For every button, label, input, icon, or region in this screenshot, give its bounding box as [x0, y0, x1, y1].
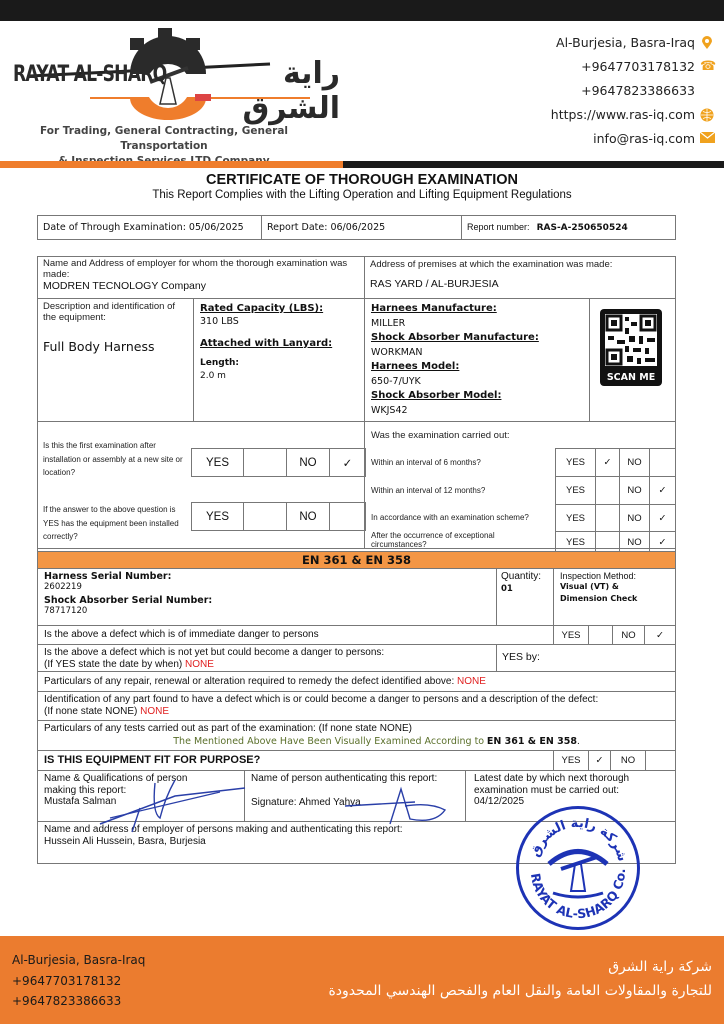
authenticator-signature-icon: [335, 784, 455, 829]
no-label: NO: [620, 532, 650, 553]
employer-label: Name and Address of employer for whom the thorough examination was made:: [43, 258, 348, 280]
future-danger-value: NONE: [185, 658, 214, 670]
examination-scheme-yes-checkbox[interactable]: [596, 505, 620, 532]
next-exam-date: 04/12/2025: [474, 796, 525, 807]
rated-capacity-value: 310 LBS: [200, 316, 239, 327]
contact-phone-1-text: +9647703178132: [581, 59, 695, 74]
future-danger-cell: [37, 644, 497, 672]
company-name: RAYAT AL-SHARQ: [13, 62, 167, 87]
inspection-method-cell: [553, 568, 676, 626]
fit-yes-label: YES: [554, 751, 589, 771]
tests-standard: EN 361 & EN 358: [486, 736, 577, 747]
shock-model-value: WKJS42: [371, 404, 408, 416]
identification-hint: (If none state NONE): [44, 706, 138, 717]
yes-by-label: YES by:: [502, 651, 540, 663]
immediate-danger-answer: [553, 625, 676, 645]
employer-persons-value: Hussein Ali Hussein, Basra, Burjesia: [44, 835, 206, 847]
company-name-arabic: راية الشرق: [242, 56, 340, 126]
first-exam-answer: [191, 448, 366, 477]
quantity-value: 01: [501, 584, 513, 594]
company-stamp: [516, 806, 640, 930]
first-exam-yes-label: YES: [192, 449, 244, 477]
report-date: Report Date: 06/06/2025: [262, 216, 462, 240]
report-maker-name: Mustafa Salman: [44, 796, 117, 807]
yes-by-cell: [496, 644, 676, 672]
tests-row: [37, 720, 676, 751]
footer-arabic-line-1: شركة راية الشرق: [608, 959, 712, 975]
globe-icon: [700, 108, 714, 122]
first-exam-question: Is this the first examination after installation or assembly at a new site or location?: [43, 441, 183, 477]
rated-capacity-label: Rated Capacity (LBS):: [200, 303, 324, 314]
first-exam-no-checkbox[interactable]: ✓: [330, 449, 366, 477]
report-info-table: [37, 215, 676, 240]
equipment-value: Full Body Harness: [43, 339, 155, 354]
contact-address: [556, 35, 714, 50]
length-label: Length:: [200, 358, 239, 368]
identification-question: Identification of any part found to have a defect which is or could become a danger to persons and a description of the defect:: [44, 694, 599, 705]
equipment-label: Description and identification of the equipment:: [43, 301, 176, 323]
yes-label: YES: [556, 477, 596, 505]
standard-band: EN 361 & EN 358: [37, 551, 676, 569]
exceptional-yes-checkbox[interactable]: [596, 532, 620, 553]
examination-scheme-question: In accordance with an examination scheme?: [371, 513, 529, 522]
serial-numbers-cell: [37, 568, 497, 626]
inspection-method-label: Inspection Method:: [560, 571, 637, 581]
shock-model-label: Shock Absorber Model:: [371, 390, 502, 401]
interval-6-months-no-checkbox[interactable]: [650, 449, 676, 477]
fit-no-label: NO: [611, 751, 646, 771]
examination-scheme-no-checkbox[interactable]: ✓: [650, 505, 676, 532]
identification-value: NONE: [140, 706, 170, 717]
yes-label: YES: [556, 449, 596, 477]
future-danger-question: Is the above a defect which is not yet but could become a danger to persons:: [44, 647, 385, 658]
fit-yes-checkbox[interactable]: ✓: [589, 751, 611, 771]
interval-6-months-yes-checkbox[interactable]: ✓: [596, 449, 620, 477]
stamp-icon: [519, 809, 637, 927]
employer-cell: [37, 256, 365, 299]
future-danger-hint: (If YES state the date by when): [44, 658, 183, 670]
interval-12-months-yes-checkbox[interactable]: [596, 477, 620, 505]
scan-me-label: SCAN ME: [606, 372, 656, 383]
certificate-title: CERTIFICATE OF THOROUGH EXAMINATION: [205, 172, 518, 188]
no-label: NO: [620, 505, 650, 532]
report-number-value: RAS-A-250650524: [536, 223, 628, 233]
tagline-line-1: For Trading, General Contracting, General Transportation: [39, 125, 289, 152]
footer-phone-1[interactable]: +9647703178132: [12, 973, 122, 988]
telephone-icon: ☎: [700, 58, 717, 74]
shock-manufacture-label: Shock Absorber Manufacture:: [371, 332, 539, 343]
fit-for-purpose-question: IS THIS EQUIPMENT FIT FOR PURPOSE?: [44, 754, 261, 766]
installed-correctly-answer: [191, 502, 366, 531]
fit-no-checkbox[interactable]: [646, 751, 676, 771]
carried-out-label: Was the examination carried out:: [371, 430, 510, 441]
footer-arabic-name: [328, 955, 712, 1003]
exceptional-no-checkbox[interactable]: ✓: [650, 532, 676, 553]
harness-manufacture-value: MILLER: [371, 317, 406, 329]
footer-contacts: [12, 950, 145, 1012]
top-black-bar: [0, 0, 724, 21]
premises-cell: [364, 256, 676, 299]
interval-12-months-question: Within an interval of 12 months?: [371, 486, 486, 495]
certificate-subtitle: This Report Complies with the Lifting Operation and Lifting Equipment Regulations: [152, 189, 572, 201]
footer-arabic-line-2: للتجارة والمقاولات العامة والنقل العام والفحص الهندسي المحدودة: [328, 983, 712, 999]
tests-question: Particulars of any tests carried out as part of the examination: (If none state NONE): [44, 723, 412, 734]
repair-row: [37, 671, 676, 692]
qr-code[interactable]: [600, 309, 662, 386]
svg-text:شركة راية الشرق: شركة راية الشرق: [527, 815, 630, 864]
installed-correctly-yes-checkbox[interactable]: [244, 503, 287, 531]
harness-model-label: Harnees Model:: [371, 361, 460, 372]
installed-correctly-question: If the answer to the above question is YES has the equipment been installed correctly?: [43, 505, 179, 541]
location-pin-icon: [700, 36, 714, 50]
installed-correctly-no-label: NO: [287, 503, 330, 531]
tests-period: .: [576, 736, 580, 747]
next-exam-label: Latest date by which next thorough examination must be carried out:: [474, 773, 630, 796]
shock-serial-value: 78717120: [44, 606, 88, 616]
fit-for-purpose-answer: [553, 750, 676, 771]
immediate-yes-label: YES: [554, 626, 589, 645]
exam-date: Date of Through Examination: 05/06/2025: [38, 216, 262, 240]
quantity-label: Quantity:: [501, 571, 542, 582]
harness-manufacture-label: Harnees Manufacture:: [371, 303, 497, 314]
equipment-description-cell: [37, 298, 194, 422]
yes-label: YES: [556, 532, 596, 553]
interval-6-months-question: Within an interval of 6 months?: [371, 458, 481, 467]
installed-correctly-no-checkbox[interactable]: [330, 503, 366, 531]
first-exam-no-label: NO: [287, 449, 330, 477]
footer-address: Al-Burjesia, Basra-Iraq: [12, 953, 146, 967]
lanyard-label: Attached with Lanyard:: [200, 338, 333, 349]
installed-correctly-yes-label: YES: [192, 503, 244, 531]
no-label: NO: [620, 449, 650, 477]
immediate-yes-checkbox[interactable]: [589, 626, 613, 645]
harness-serial-value: 2602219: [44, 582, 82, 592]
contact-email-text: info@ras-iq.com: [593, 131, 695, 146]
interval-12-months-no-checkbox[interactable]: ✓: [650, 477, 676, 505]
report-number-label: Report number:: [467, 222, 530, 232]
tests-value: The Mentioned Above Have Been Visually Examined According to: [173, 736, 485, 747]
premises-value: RAS YARD / AL-BURJESIA: [370, 278, 499, 290]
carried-out-answers: [555, 448, 676, 553]
contact-phone-1[interactable]: [581, 58, 717, 74]
immediate-no-label: NO: [613, 626, 645, 645]
shock-manufacture-value: WORKMAN: [371, 346, 423, 358]
immediate-danger-question: Is the above a defect which is of immediate danger to persons: [44, 629, 319, 640]
no-label: NO: [620, 477, 650, 505]
employer-persons-label: Name and address of employer of persons making and authenticating this report:: [44, 824, 403, 835]
employer-value: MODREN TECNOLOGY Company: [43, 280, 206, 292]
contact-address-text: Al-Burjesia, Basra-Iraq: [556, 35, 695, 50]
inspection-method-value: Visual (VT) & Dimension Check: [560, 582, 638, 603]
company-logo: [10, 26, 340, 126]
contact-website-text: https://www.ras-iq.com: [550, 107, 695, 122]
report-maker-label: Name & Qualifications of person making this report:: [44, 773, 188, 796]
qr-code-icon: [605, 314, 657, 366]
repair-question: Particulars of any repair, renewal or alteration required to remedy the defect identified above:: [44, 676, 455, 687]
authenticator-signature: Signature: Ahmed Yahya: [251, 797, 361, 808]
contact-phone-2-text: +9647823386633: [581, 83, 695, 98]
yes-label: YES: [556, 505, 596, 532]
identification-row: [37, 691, 676, 721]
harness-serial-label: Harness Serial Number:: [44, 571, 172, 582]
harness-model-value: 650-7/UYK: [371, 375, 421, 387]
envelope-icon: [700, 132, 714, 146]
first-exam-yes-checkbox[interactable]: [244, 449, 287, 477]
contact-website-link[interactable]: [551, 107, 714, 122]
contact-phone-2[interactable]: [581, 83, 695, 98]
authenticator-label: Name of person authenticating this report:: [251, 773, 438, 784]
quantity-cell: [496, 568, 554, 626]
shock-serial-label: Shock Absorber Serial Number:: [44, 595, 213, 606]
manufacture-cell: [364, 298, 590, 422]
length-value: 2.0 m: [200, 371, 226, 381]
footer-phone-2[interactable]: +9647823386633: [12, 994, 122, 1008]
svg-text:RAYAT AL-SHARQ Co.: RAYAT AL-SHARQ Co.: [527, 868, 629, 922]
capacity-cell: [193, 298, 365, 422]
report-number-cell: [462, 216, 676, 240]
exceptional-circumstances-question: After the occurrence of exceptional circumstances?: [371, 531, 495, 549]
maker-signature-icon: [80, 768, 250, 838]
contact-email-link[interactable]: [593, 131, 714, 146]
premises-label: Address of premises at which the examination was made:: [370, 259, 613, 270]
immediate-no-checkbox[interactable]: ✓: [645, 626, 676, 645]
repair-value: NONE: [457, 676, 486, 687]
header-divider: [0, 161, 724, 168]
